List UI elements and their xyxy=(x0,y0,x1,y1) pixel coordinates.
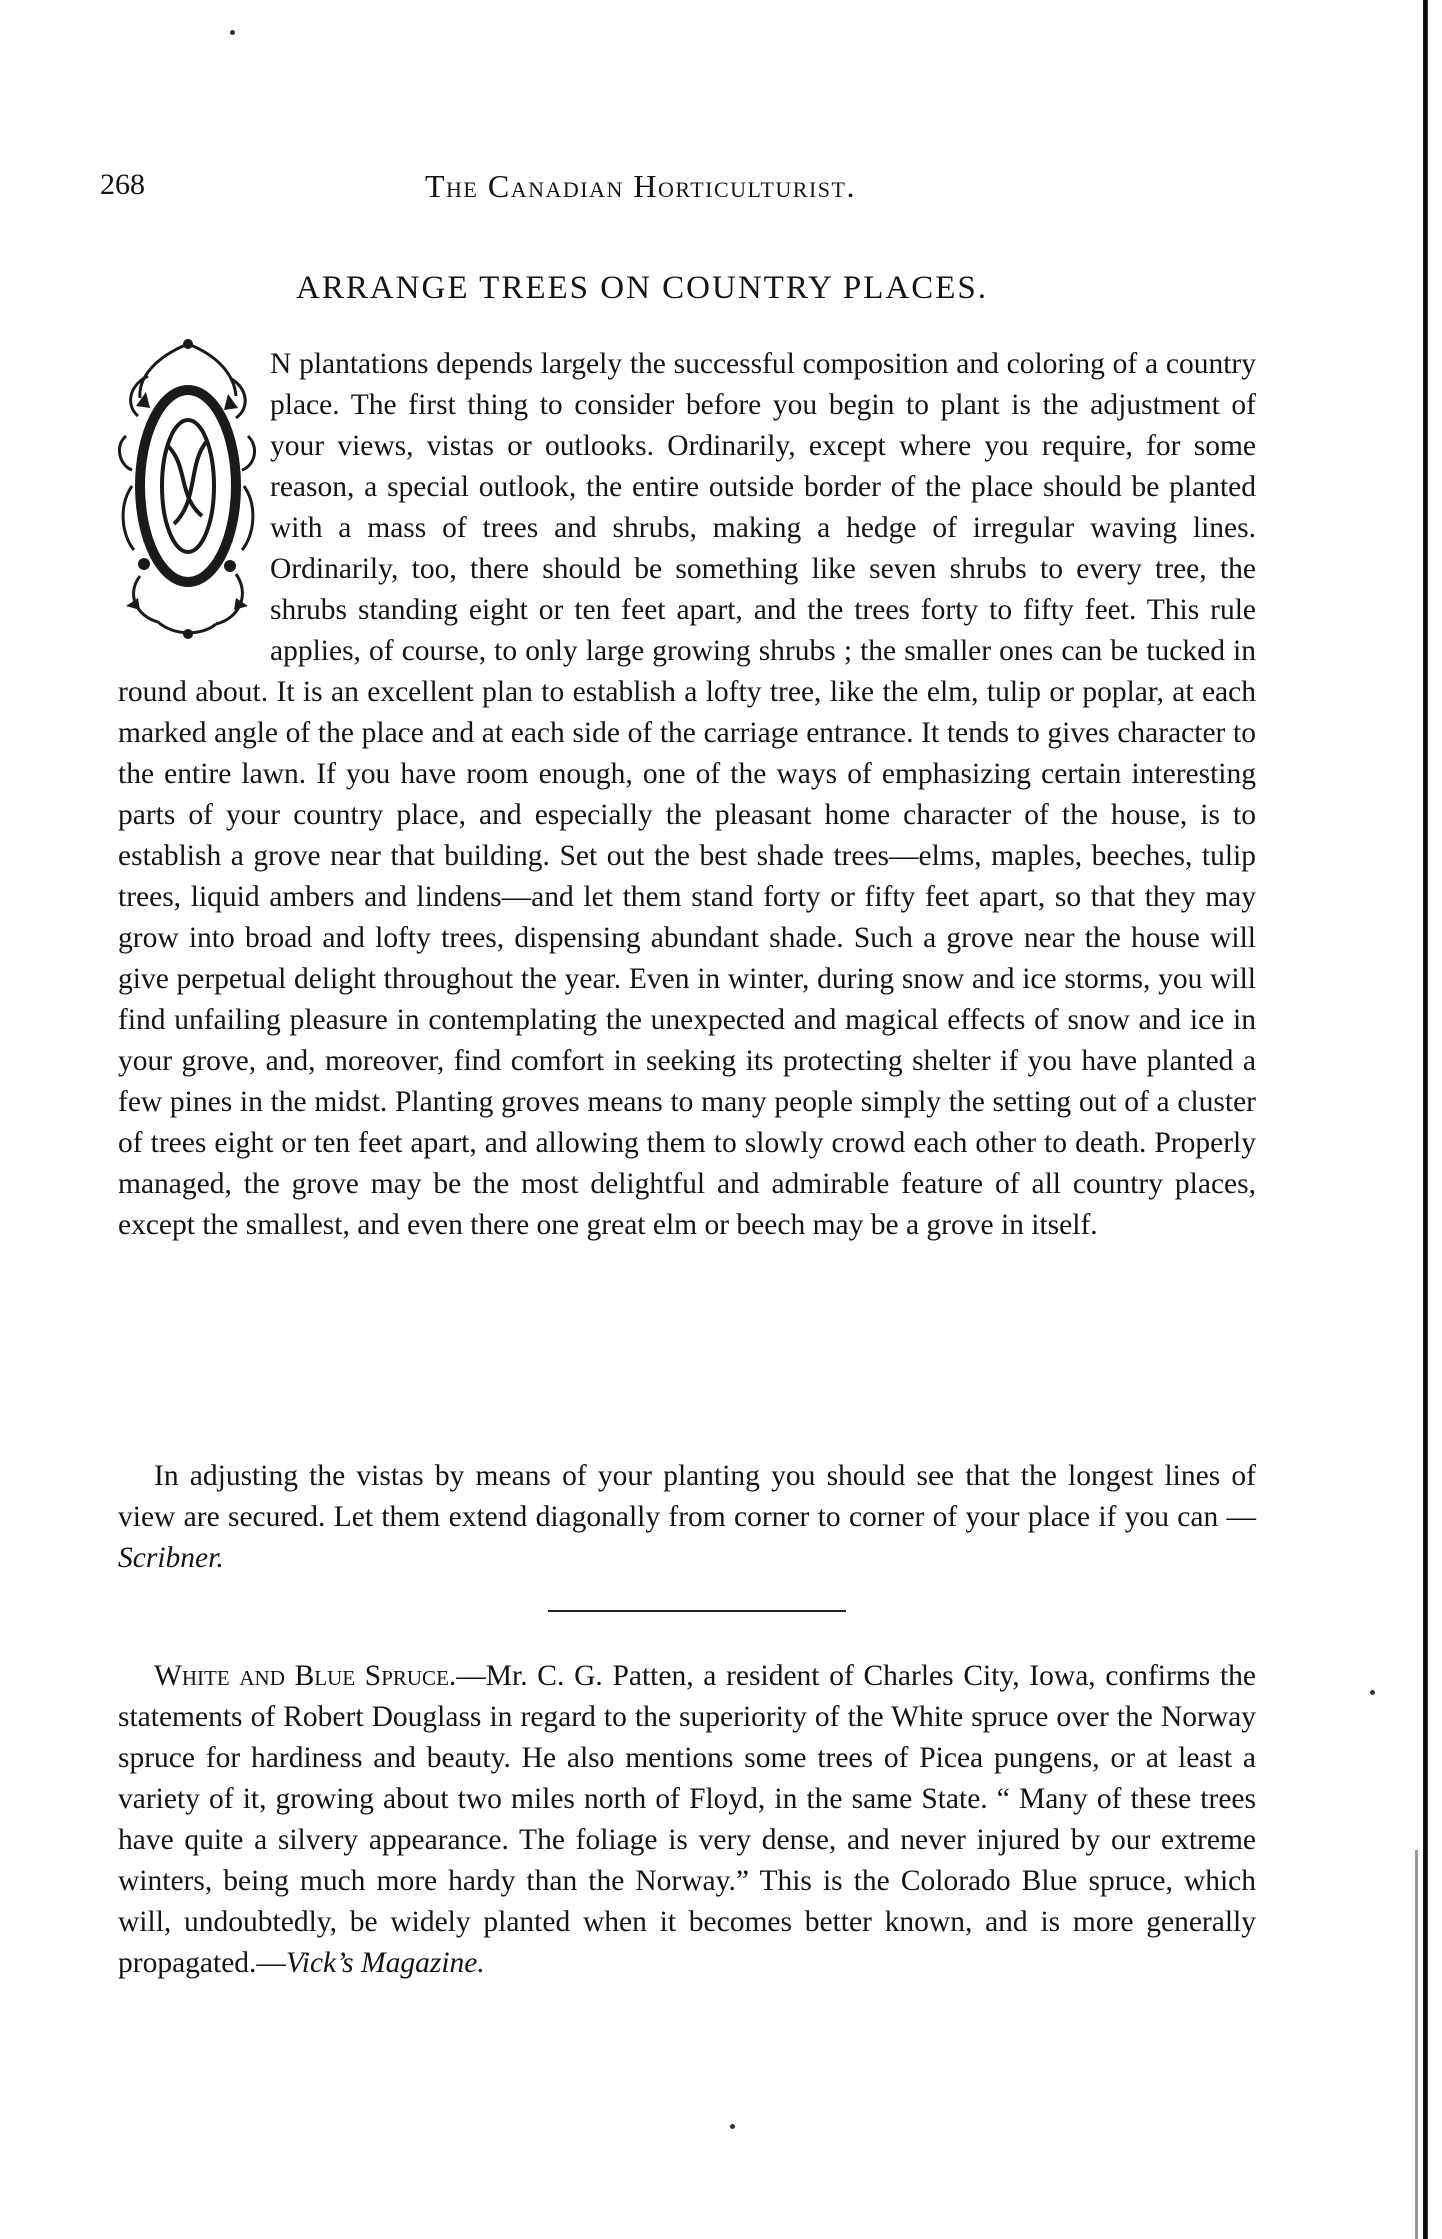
paragraph-1-text: N plantations depends largely the successful composition and coloring of a country place. The first thing to consider before you begin to plant is the adjustment of your views, vistas or outlooks. Ordinarily, except where you require, for some reason, a special outlook, the entire outside border of the place should be planted with a mass of trees and shrubs, making a hedge of irregular waving lines. Ordinarily, too, there should be something like seven shrubs to every tree, the shrubs standing eight or ten feet apart, and the trees forty to fifty feet. This rule applies, of course, to only large growing shrubs ; the smaller ones can be tucked in round about. It is an excellent plan to establish a lofty tree, like the elm, tulip or poplar, at each marked angle of the place and at each side of the carriage entrance. It tends to gives character to the entire lawn. If you have room enough, one of the ways of emphasizing certain interesting parts of your country place, and especially the pleasant home character of the house, is to establish a grove near that building. Set out the best shade trees—elms, maples, beeches, tulip trees, liquid ambers and lindens—and let them stand forty or fifty feet apart, so that they may grow into broad and lofty trees, dispensing abundant shade. Such a grove near the house will give perpetual delight throughout the year. Even in winter, during snow and ice storms, you will find unfailing pleasure in contemplating the unexpected and magical effects of snow and ice in your grove, and, moreover, find comfort in seeking its protecting shelter if you have planted a few pines in the midst. Planting groves means to many people simply the setting out of a cluster of trees eight or ten feet apart, and allowing them to slowly crowd each other to death. Properly managed, the grove may be the most delightful and admirable feature of all country places, except the smallest, and even there one great elm or beech may be a grove in itself. xyxy=(118,348,1256,1241)
paragraph-2-source: Scribner. xyxy=(118,1542,224,1574)
spruce-note-heading: White and Blue Spruce. xyxy=(154,1660,457,1692)
spruce-note-text: —Mr. C. G. Patten, a resident of Charles City, Iowa, confirms the statements of Robert Douglass in regard to the superiority of the White spruce over the Norway spruce for hardiness and beauty. He also mentions some trees of Picea pungens, or at least a variety of it, growing about two miles north of Floyd, in the same State. “ Many of these trees have quite a silvery appearance. The foliage is very dense, and never injured by our extreme winters, being much more hardy than the Norway.” This is the Colorado Blue spruce, which will, undoubtedly, be widely planted when it becomes better known, and is more generally propagated.— xyxy=(118,1660,1256,1979)
page-number: 268 xyxy=(100,168,145,201)
speck-right xyxy=(1370,1690,1375,1695)
speck-top xyxy=(230,30,235,35)
spruce-note-source: Vick’s Magazine. xyxy=(285,1947,485,1979)
ornamental-drop-cap-image xyxy=(118,336,256,646)
article-title: ARRANGE TREES ON COUNTRY PLACES. xyxy=(296,270,988,306)
article-paragraph-1 xyxy=(118,344,1256,1246)
ornamental-drop-cap xyxy=(118,336,256,646)
running-head xyxy=(100,168,1250,208)
section-divider xyxy=(548,1610,846,1612)
spruce-note-paragraph xyxy=(118,1656,1256,1984)
page-edge-shadow xyxy=(1423,0,1428,2239)
speck-bottom xyxy=(730,2124,735,2129)
paragraph-2-text: In adjusting the vistas by means of your planting you should see that the longest lines of view are secured. Let them extend diagonally from corner to corner of your place if you can — xyxy=(118,1460,1256,1533)
running-title: The Canadian Horticulturist. xyxy=(425,168,856,204)
article-paragraph-2 xyxy=(118,1456,1256,1579)
page-edge-shadow-lower xyxy=(1415,1850,1418,2239)
